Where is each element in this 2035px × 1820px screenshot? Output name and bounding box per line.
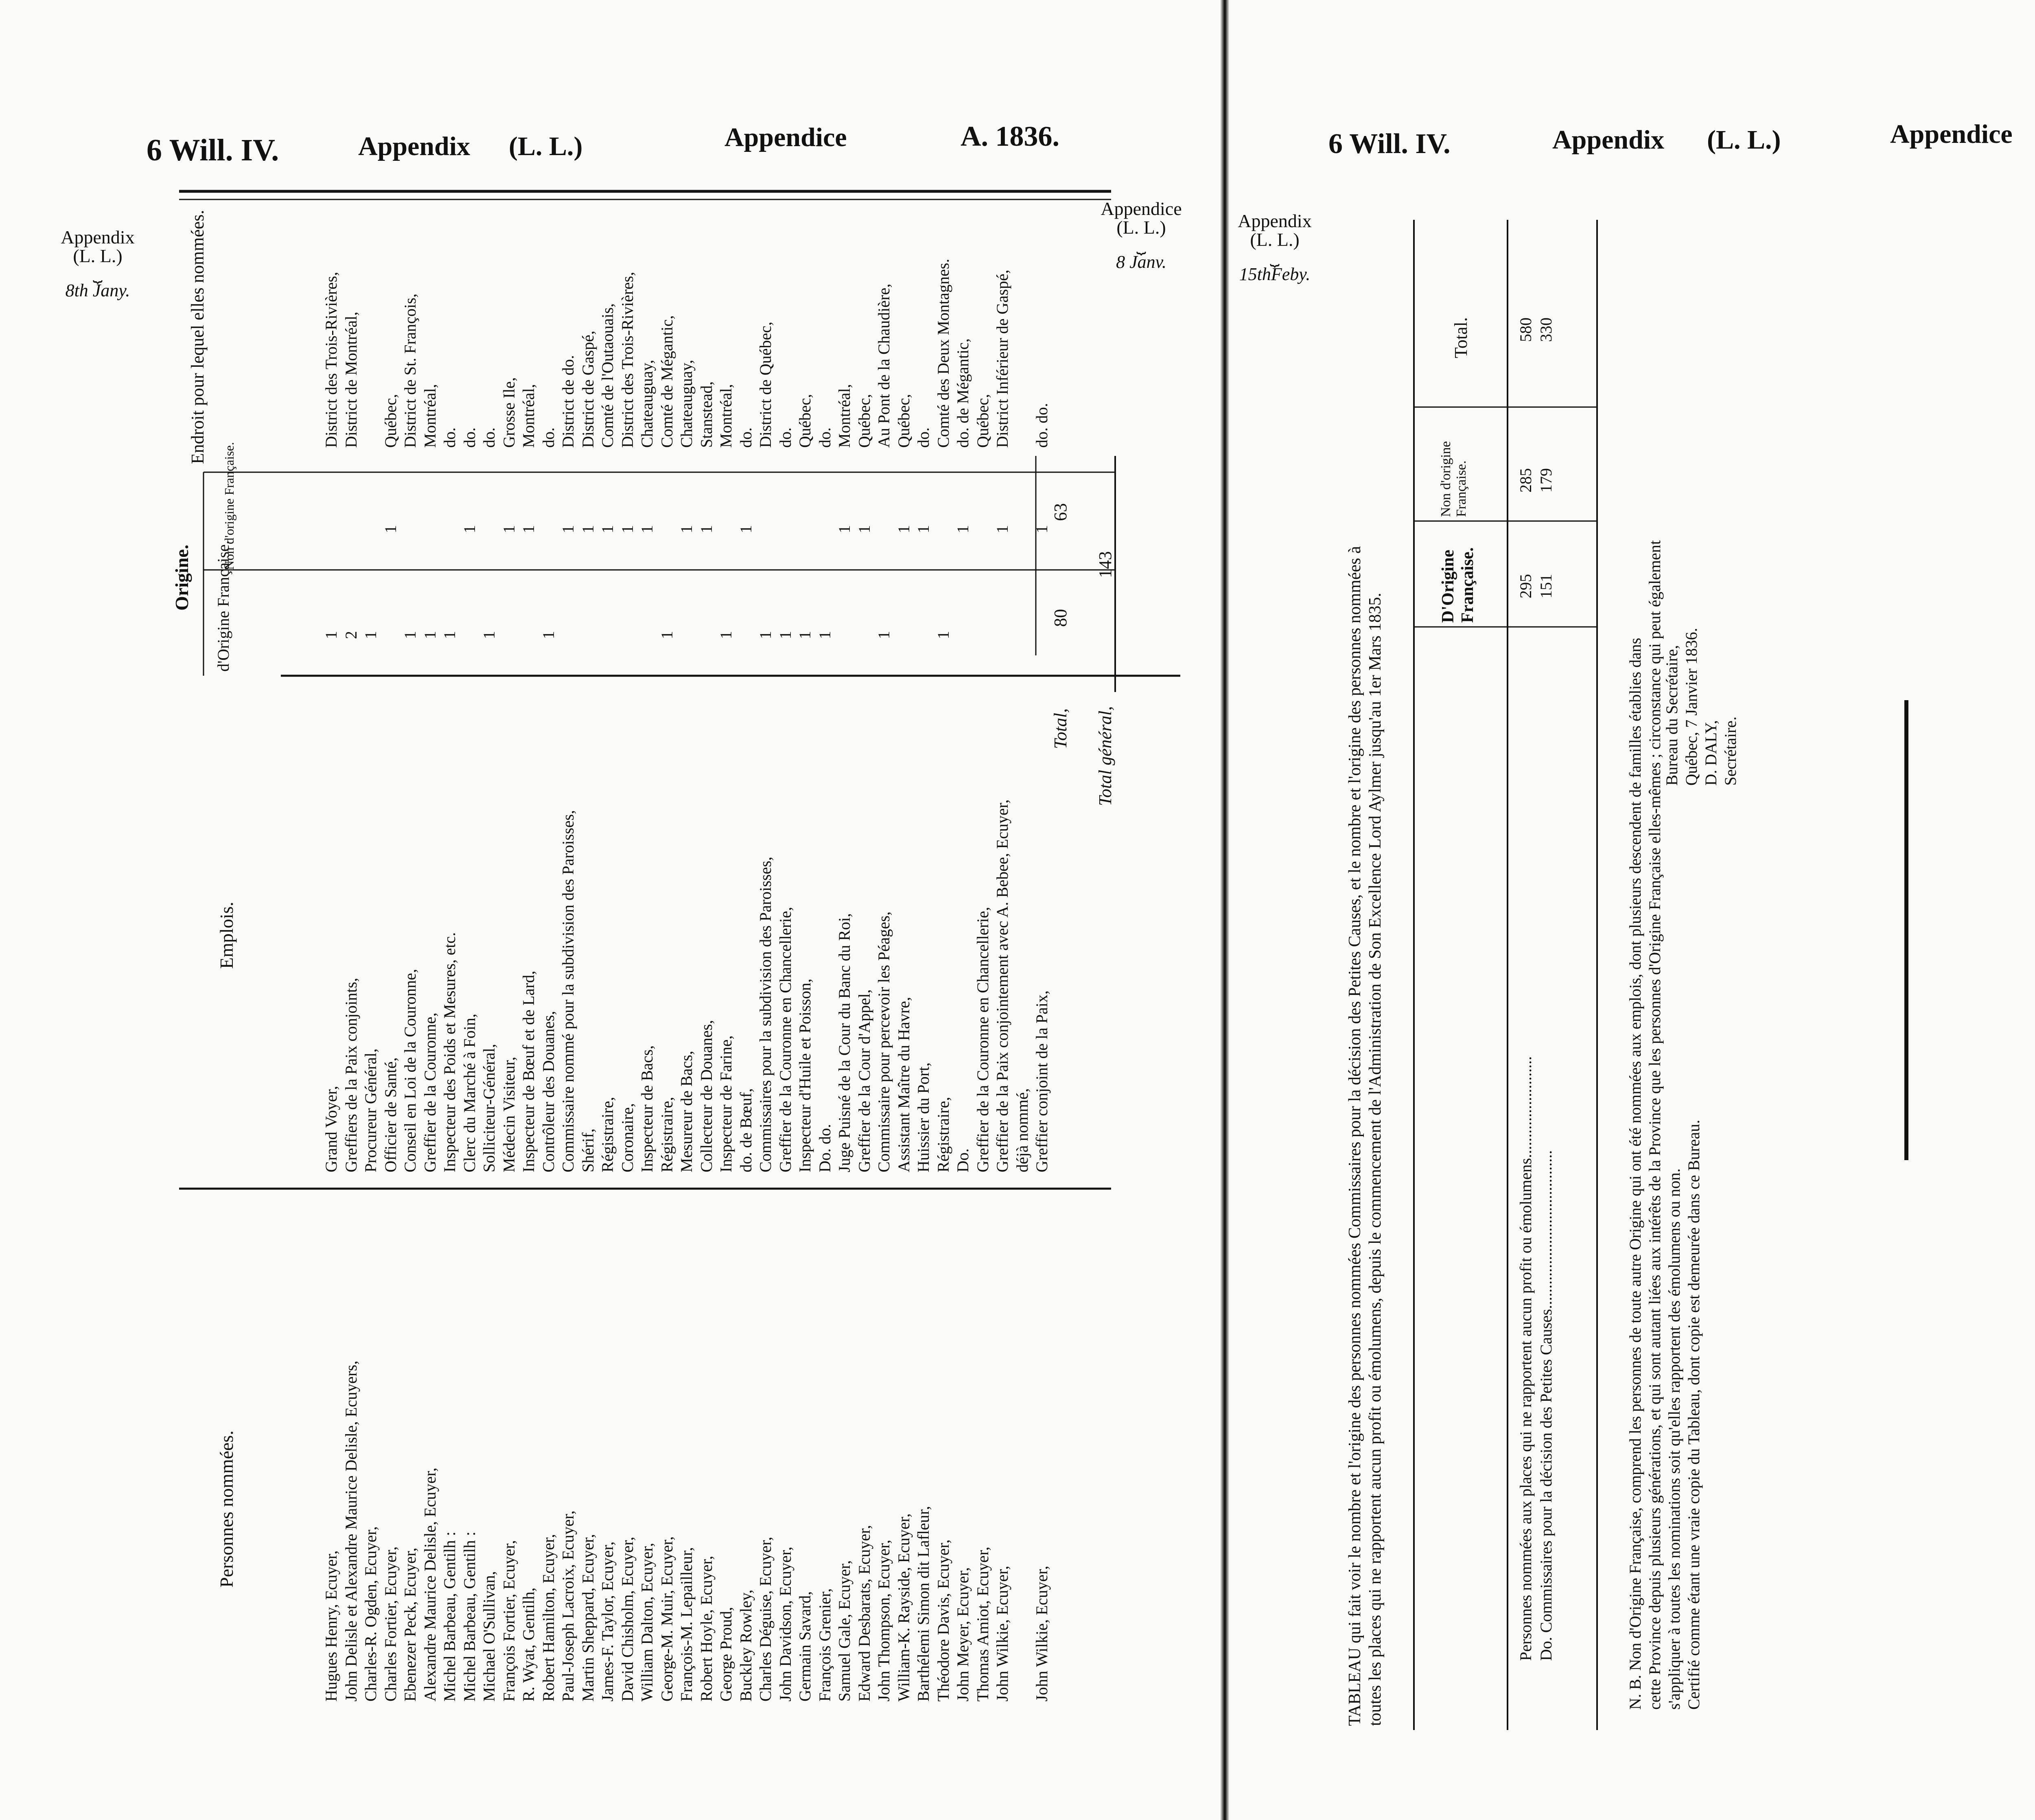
person-name: François-M. Lepailleur, [677, 1547, 696, 1702]
emploi-title: Greffier de la Paix conjointement avec A. Bebee, Ecuyer, [993, 799, 1011, 1172]
endroit-name: Comté de Mégantic, [657, 315, 676, 448]
person-name: Ebenezer Peck, Ecuyer, [401, 1547, 419, 1702]
row-label: Personnes nommées aux places qui ne rapportent aucun profit ou émolumens......................... [1516, 1056, 1535, 1661]
origin-nonfr-mark: 1 [559, 525, 577, 533]
origin-fr-mark [914, 631, 934, 639]
person-name: John Thompson, Ecuyer, [875, 1540, 893, 1702]
emploi-title: Mesureur de Bacs, [677, 1051, 696, 1172]
origin-fr-mark: 1 [796, 631, 814, 639]
emploi-title: Commissaire pour percevoir les Péages, [875, 911, 893, 1172]
origin-fr-mark [855, 631, 875, 639]
emploi-title: Greffier de la Couronne en Chancellerie, [776, 907, 794, 1172]
person-name: William-K. Rayside, Ecuyer, [894, 1513, 913, 1702]
origin-nonfr-mark: 1 [697, 525, 716, 533]
origin-fr-mark [598, 631, 618, 639]
brace-icon: ⏟ [93, 264, 103, 283]
right-margin-left-note [1101, 199, 1182, 271]
row-total-value: 580 [1516, 318, 1535, 342]
origin-fr-mark: 1 [776, 631, 794, 639]
person-name: François Grenier, [815, 1588, 834, 1702]
origin-nonfr-mark [479, 525, 499, 533]
margin-left2-code: (L. L.) [1250, 229, 1300, 250]
origin-fr-column [322, 631, 1052, 639]
origin-nonfr-mark [657, 525, 677, 533]
emploi-title: Clerc du Marché à Foin, [460, 1014, 479, 1172]
persons-column [322, 1361, 1052, 1702]
origin-fr-mark [460, 631, 480, 639]
emploi-title: Régistraire, [657, 1097, 676, 1172]
emploi-title: Greffier conjoint de la Paix, [1033, 990, 1051, 1172]
person-name: Robert Hamilton, Ecuyer, [539, 1534, 558, 1702]
tableau-title [1345, 546, 1385, 1726]
tableau-title-line: toutes les places qui ne rapportent aucun profit ou émolumens, depuis le commencement de l'Administration de Son Excellence Lord Aylmer jusqu'au 1er Mars 1835. [1366, 593, 1385, 1726]
emploi-title: Conseil en Loi de la Couronne, [401, 969, 419, 1172]
brace-icon: ⏟ [1136, 236, 1146, 254]
endroit-name [361, 259, 381, 448]
person-name: John Meyer, Ecuyer, [954, 1567, 972, 1702]
right-col-fr: D'Origine Française. [1439, 547, 1477, 623]
endroit-name: District de do. [559, 355, 577, 448]
endroit-name: Chateauguay, [677, 359, 696, 448]
right-col-total: Total. [1451, 317, 1471, 358]
endroit-name: Québec, [894, 394, 913, 448]
row-fr-value: 295 [1516, 574, 1535, 598]
origin-fr-mark: 1 [815, 631, 834, 639]
origin-nonfr-mark: 1 [835, 525, 853, 533]
nb-note [1626, 540, 1704, 1710]
origin-nonfr-mark: 1 [460, 525, 479, 533]
margin-left2-label: Appendix [1238, 210, 1312, 231]
col-title-emplois: Emplois. [216, 902, 237, 969]
emploi-title: Huissier du Port, [914, 1062, 932, 1172]
emploi-title: déjà nommé, [1013, 1088, 1031, 1172]
emploi-title: Officier de Santé, [381, 1057, 400, 1172]
person-name: François Fortier, Ecuyer, [499, 1540, 518, 1702]
person-name: James-F. Taylor, Ecuyer, [598, 1541, 617, 1702]
emplois-column [322, 799, 1052, 1172]
signature-line: D. DALY, [1702, 720, 1720, 786]
right-total-values [1516, 318, 1556, 342]
margin-note-label: Appendix [61, 227, 135, 247]
person-name: John Davidson, Ecuyer, [776, 1546, 794, 1702]
margin-left-code: (L. L.) [1116, 217, 1166, 238]
person-name: Germain Savard, [796, 1591, 814, 1702]
left-header-appendice: Appendice [724, 123, 847, 152]
endroit-name: do. [460, 427, 479, 448]
endroit-name: do. [480, 427, 498, 448]
origin-fr-mark: 1 [875, 631, 893, 639]
signature-line: Bureau du Secrétaire, [1663, 645, 1681, 786]
endroit-name: do. [815, 427, 834, 448]
person-name: Hugues Henry, Ecuyer, [322, 1550, 340, 1702]
person-name: Alexandre Maurice Delisle, Ecuyer, [420, 1467, 439, 1702]
origin-nonfr-mark: 1 [914, 525, 932, 533]
origin-nonfr-mark: 1 [618, 525, 637, 533]
brace-icon: ⏟ [1270, 248, 1280, 266]
origin-fr-mark [894, 631, 914, 639]
endroit-name [1013, 259, 1033, 448]
margin-note-date: 8th Jany. [65, 280, 130, 300]
endroit-name: do. [539, 427, 558, 448]
origin-fr-mark [499, 631, 519, 639]
emploi-title: Greffier de la Couronne, [420, 1012, 439, 1172]
origin-nonfr-mark [874, 525, 894, 533]
row-nonfr-value: 179 [1537, 468, 1555, 493]
emploi-title: Coronaire, [618, 1103, 637, 1172]
origin-nonfr-mark [716, 525, 736, 533]
person-name: Martin Sheppard, Ecuyer, [578, 1534, 597, 1702]
origin-nonfr-mark: 1 [954, 525, 972, 533]
endroit-name: District de St. François, [401, 293, 419, 448]
margin-note-code: (L. L.) [73, 245, 123, 266]
origin-fr-mark [1032, 631, 1052, 639]
origin-nonfr-mark [539, 525, 559, 533]
person-name: Charles Déguise, Ecuyer, [756, 1537, 775, 1702]
emploi-title: Do. do. [815, 1124, 834, 1172]
origin-fr-mark [578, 631, 598, 639]
total-general-label: Total général, [1095, 706, 1115, 806]
origin-nonfr-mark [440, 525, 460, 533]
col-title-endroit: Endroit pour lequel elles nommées. [188, 210, 208, 464]
right-table-rows [1516, 1056, 1556, 1661]
col-title-origine: Origine. [171, 544, 192, 611]
person-name: Samuel Gale, Ecuyer, [835, 1560, 853, 1702]
margin-left-label: Appendice [1101, 198, 1182, 219]
endroit-name: District de Gaspé, [578, 331, 597, 448]
origin-fr-mark: 1 [401, 631, 419, 639]
person-name: Charles-R. Ogden, Ecuyer, [361, 1526, 380, 1702]
origin-fr-mark: 1 [420, 631, 439, 639]
endroit-name: Montréal, [420, 384, 439, 448]
note-line: N. B. Non d'Origine Française, comprend les personnes de toute autre Origine qui ont été nommées aux emplois, dont plusieurs descendent de familles établies dans [1626, 637, 1644, 1710]
margin-left2-date: 15thFeby. [1239, 264, 1311, 284]
origin-fr-mark: 1 [756, 631, 775, 639]
total-label: Total, [1050, 708, 1070, 749]
origin-nonfr-mark: 1 [578, 525, 597, 533]
person-name: Robert Hoyle, Ecuyer, [697, 1555, 716, 1702]
emploi-title: Inspecteur de Bœuf et de Lard, [519, 970, 538, 1172]
emploi-title: Inspecteur des Poids et Mesures, etc. [440, 932, 459, 1172]
endroit-name: Au Pont de la Chaudière, [875, 283, 893, 448]
emploi-title: Commissaires pour la subdivision des Paroisses, [756, 856, 775, 1172]
origin-nonfr-mark [420, 525, 440, 533]
endroit-name: District des Trois-Rivières, [618, 272, 637, 448]
endroit-name: Comté de l'Outaouais, [598, 303, 617, 448]
origin-nonfr-mark: 1 [638, 525, 656, 533]
person-name: Paul-Joseph Lacroix, Ecuyer, [559, 1510, 577, 1702]
left-header-appendix: Appendix [358, 131, 470, 161]
origin-fr-mark [973, 631, 993, 639]
right-nonfr-values [1516, 468, 1556, 493]
endroit-name: Montréal, [519, 384, 538, 448]
endroit-name: Québec, [381, 394, 400, 448]
endroit-name: Québec, [973, 394, 992, 448]
origin-fr-mark [381, 631, 401, 639]
origin-fr-mark [1013, 631, 1033, 639]
origin-fr-mark: 1 [657, 631, 676, 639]
origin-nonfr-mark: 1 [855, 525, 873, 533]
note-line: s'appliquer à toutes les nominations soit qu'elles rapportent des émolumens ou non. [1665, 1168, 1683, 1710]
origin-nonfr-mark: 1 [519, 525, 538, 533]
emploi-title: Contrôleur des Douanes, [539, 1011, 558, 1172]
origin-nonfr-mark: 1 [736, 525, 755, 533]
person-name [1013, 1361, 1033, 1702]
endroit-name: Montréal, [717, 384, 735, 448]
emploi-title: Médecin Visiteur, [499, 1056, 518, 1172]
emploi-title: Grand Voyer, [322, 1086, 340, 1172]
endroit-name: do. [440, 427, 459, 448]
signature-line: Québec, 7 Janvier 1836. [1682, 628, 1700, 786]
emploi-title: Solliciteur-Général, [480, 1044, 498, 1172]
right-col-nonfr: Non d'origine Française. [1438, 441, 1469, 517]
origin-fr-mark [677, 631, 697, 639]
origin-nonfr-mark: 1 [677, 525, 696, 533]
endroit-name: do. do. [1033, 403, 1051, 448]
endroit-name: District de Québec, [756, 322, 775, 448]
left-header-year: A. 1836. [961, 121, 1060, 152]
endroit-name: Québec, [855, 394, 873, 448]
origin-fr-mark: 1 [934, 631, 952, 639]
note-line: cette Province depuis plusieurs générations, et qui sont autant liées aux intérêts de la Province que les personnes d'Origine Française elles-mêmes ; circonstance qui peut également [1646, 540, 1664, 1710]
emploi-title: do. de Bœuf, [736, 1088, 755, 1172]
emploi-title: Régistraire, [934, 1097, 952, 1172]
origin-fr-mark [519, 631, 539, 639]
emploi-title: Inspecteur de Bacs, [638, 1045, 656, 1172]
endroit-name: Stanstead, [697, 381, 716, 448]
person-name: Edward Desbarats, Ecuyer, [855, 1525, 873, 1702]
left-header-session: 6 Will. IV. [147, 133, 279, 167]
emploi-title: Inspecteur d'Huile et Poisson, [796, 978, 814, 1172]
person-name: Thomas Amiot, Ecuyer, [973, 1546, 992, 1702]
origin-fr-mark [736, 631, 756, 639]
endroit-name: Grosse Ile, [499, 377, 518, 448]
endroit-name: Comté des Deux Montagnes. [934, 258, 952, 448]
endroit-name: do. [776, 427, 794, 448]
emploi-title: Do. [954, 1148, 972, 1172]
origin-nonfr-mark: 1 [894, 525, 913, 533]
origin-nonfr-mark [756, 525, 776, 533]
origin-nonfr-mark [341, 525, 361, 533]
total-general: 143 [1095, 551, 1115, 578]
origin-nonfr-mark [1013, 525, 1033, 533]
origin-fr-mark: 2 [341, 631, 360, 639]
endroit-name: do. [736, 427, 755, 448]
origin-nonfr-mark [795, 525, 815, 533]
col-title-persons: Personnes nommées. [216, 1430, 237, 1588]
right-header-appendice: Appendice [1890, 119, 2013, 149]
endroit-name: Chateauguay, [638, 359, 656, 448]
origin-fr-mark [558, 631, 578, 639]
endroit-name: District de Montréal, [341, 311, 360, 448]
person-name: Théodore Davis, Ecuyer, [934, 1539, 952, 1702]
emploi-title: Procureur Général, [361, 1048, 380, 1172]
right-fr-values [1516, 574, 1556, 598]
right-header-appendix: Appendix [1552, 125, 1665, 155]
row-fr-value: 151 [1537, 574, 1555, 598]
origin-fr-mark: 1 [440, 631, 459, 639]
origin-fr-mark [618, 631, 638, 639]
origin-fr-mark [637, 631, 657, 639]
note-line: Certifié comme étant une vraie copie du Tableau, dont copie est demeurée dans ce Bureau. [1685, 1119, 1703, 1710]
origin-nonfr-column [322, 525, 1052, 533]
origin-fr-mark: 1 [480, 631, 498, 639]
emploi-title: Collecteur de Douanes, [697, 1020, 716, 1172]
total-nonfr: 63 [1050, 503, 1070, 521]
origin-nonfr-mark: 1 [1033, 525, 1051, 533]
emploi-title: Greffiers de la Paix conjoints, [341, 977, 360, 1172]
origin-fr-mark: 1 [361, 631, 380, 639]
person-name: Michael O'Sullivan, [480, 1571, 498, 1702]
endroit-name: Québec, [796, 394, 814, 448]
person-name: George Proud, [717, 1607, 735, 1702]
person-name: John Delisle et Alexandre Maurice Delisle, Ecuyers, [341, 1360, 360, 1702]
row-total-value: 330 [1537, 318, 1555, 342]
origin-nonfr-mark [815, 525, 835, 533]
emploi-title: Juge Puisné de la Cour du Banc du Roi, [835, 913, 853, 1172]
person-name: Charles Fortier, Ecuyer, [381, 1546, 400, 1702]
person-name: Michel Barbeau, Gentilh : [440, 1531, 459, 1702]
origin-fr-mark [993, 631, 1013, 639]
origin-nonfr-mark [361, 525, 381, 533]
row-nonfr-value: 285 [1516, 468, 1535, 493]
person-name: George-M. Muir, Ecuyer, [657, 1536, 676, 1702]
endroit-name: do. de Mégantic, [954, 338, 972, 448]
emploi-title: Greffier de la Cour d'Appel, [855, 989, 873, 1172]
signature-line: Secrétaire. [1721, 716, 1740, 786]
left-header-code: (L. L.) [509, 131, 583, 161]
origin-fr-mark [697, 631, 717, 639]
person-name: David Chisholm, Ecuyer, [618, 1537, 637, 1702]
origin-nonfr-mark [776, 525, 796, 533]
origin-fr-mark [953, 631, 973, 639]
margin-left-date: 8 Janv. [1116, 252, 1166, 272]
origin-fr-mark: 1 [539, 631, 558, 639]
origin-nonfr-mark: 1 [993, 525, 1011, 533]
person-name: Michel Barbeau, Gentilh : [460, 1531, 479, 1702]
emploi-title: Commissaire nommé pour la subdivision des Paroisses, [559, 810, 577, 1172]
origin-fr-mark: 1 [322, 631, 340, 639]
origin-nonfr-mark [400, 525, 420, 533]
endroit-name: District des Trois-Rivières, [322, 272, 340, 448]
person-name: Barthélemi Simon dit Lafleur, [914, 1506, 932, 1702]
total-fr: 80 [1050, 609, 1070, 627]
origin-fr-mark [835, 631, 855, 639]
col-title-nonfr: Non d'origine Française. [222, 442, 236, 570]
endroit-column [322, 259, 1052, 448]
origin-nonfr-mark: 1 [381, 525, 400, 533]
endroit-name: do. [914, 427, 932, 448]
person-name: William Dalton, Ecuyer, [638, 1543, 656, 1702]
origin-nonfr-mark [322, 525, 341, 533]
origin-nonfr-mark [973, 525, 993, 533]
emploi-title: Assistant Maître du Havre, [894, 997, 913, 1172]
tableau-title-line: TABLEAU qui fait voir le nombre et l'origine des personnes nommées Commissaires pour la décision des Petites Causes, et le nombre et l'origine des personnes nommées à [1346, 546, 1364, 1726]
endroit-name: District Inférieur de Gaspé, [993, 269, 1011, 448]
origin-nonfr-mark: 1 [598, 525, 617, 533]
col-title-fr: d'Origine Française. [214, 540, 232, 672]
origin-nonfr-mark: 1 [499, 525, 518, 533]
emploi-title: Shérif, [578, 1128, 597, 1172]
person-name: John Wilkie, Ecuyer, [993, 1566, 1011, 1702]
person-name: Buckley Rowley, [736, 1589, 755, 1702]
emploi-title: Greffier de la Couronne en Chancellerie, [973, 907, 992, 1172]
emploi-title: Régistraire, [598, 1097, 617, 1172]
right-header-code: (L. L.) [1707, 125, 1781, 155]
emploi-title: Inspecteur de Farine, [717, 1035, 735, 1172]
origin-fr-mark: 1 [717, 631, 735, 639]
origin-nonfr-mark [934, 525, 954, 533]
person-name: John Wilkie, Ecuyer, [1033, 1566, 1051, 1702]
row-label: Do. Commissaires pour la décision des Petites Causes....................................... [1537, 1150, 1555, 1661]
endroit-name: Montréal, [835, 384, 853, 448]
person-name: R. Wyat, Gentilh, [519, 1587, 538, 1702]
right-header-session: 6 Will. IV. [1328, 128, 1451, 160]
